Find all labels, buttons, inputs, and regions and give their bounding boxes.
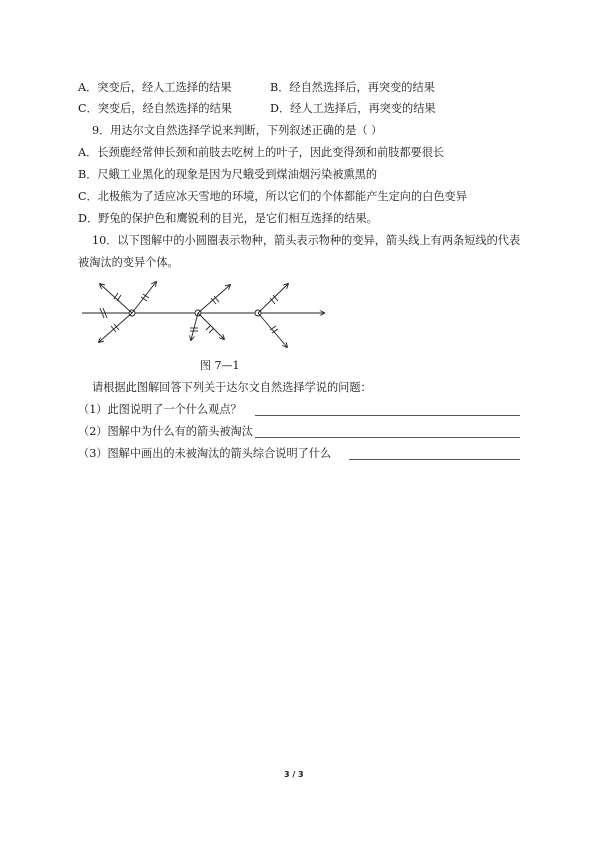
q10-sub-question-1: （1）此图说明了一个什么观点？: [78, 403, 242, 416]
figure-caption: 图 7—1: [200, 359, 240, 372]
q8-option-d: D．经人工选择后，再突变的结果: [270, 102, 436, 115]
q8-option-c: C．突变后，经自然选择的结果: [78, 102, 232, 115]
q10-stem-line-2: 被淘汰的变异个体。: [78, 256, 179, 269]
answer-blank-1[interactable]: [255, 415, 520, 416]
q9-option-c: C．北极熊为了适应冰天雪地的环境，所以它们的个体都能产生定向的白色变异: [78, 190, 467, 203]
elimination-tick: [206, 325, 211, 330]
q10-sub-question-3: （3）图解中画出的未被淘汰的箭头综合说明了什么: [78, 447, 332, 460]
answer-blank-2[interactable]: [255, 437, 520, 438]
evolution-diagram: [74, 276, 336, 352]
q10-prompt: 请根据此图解回答下列关于达尔文自然选择学说的问题：: [92, 381, 372, 394]
variation-arrow-eliminated: [198, 285, 230, 313]
variation-arrow-eliminated: [191, 313, 198, 340]
q9-option-d: D．野兔的保护色和鹰锐利的目光，是它们相互选择的结果。: [78, 212, 378, 225]
q8-option-b: B．经自然选择后，再突变的结果: [270, 81, 435, 94]
answer-blank-3[interactable]: [349, 459, 520, 460]
variation-arrow-eliminated: [132, 282, 156, 313]
variation-arrow-eliminated: [258, 313, 287, 347]
q9-stem: 9．用达尔文自然选择学说来判断，下列叙述正确的是（ ）: [92, 124, 383, 137]
q10-stem-line-1: 10．以下图解中的小圆圈表示物种，箭头表示物种的变异，箭头线上有两条短线的代表: [92, 234, 521, 247]
variation-arrow-eliminated: [100, 284, 132, 313]
variation-arrow-eliminated: [198, 313, 224, 339]
q9-option-b: B．尺蛾工业黑化的现象是因为尺蛾受到煤油烟污染被熏黑的: [78, 168, 378, 181]
q10-sub-question-2: （2）图解中为什么有的箭头被淘汰: [78, 425, 253, 438]
q8-option-a: A．突变后，经人工选择的结果: [78, 81, 232, 94]
q9-option-a: A．长颈鹿经常伸长颈和前肢去吃树上的叶子，因此变得颈和前肢都要很长: [78, 146, 445, 159]
page-number: 3 / 3: [284, 770, 304, 779]
elimination-tick: [117, 295, 121, 301]
elimination-tick: [209, 328, 214, 333]
variation-arrow-eliminated: [258, 284, 288, 313]
